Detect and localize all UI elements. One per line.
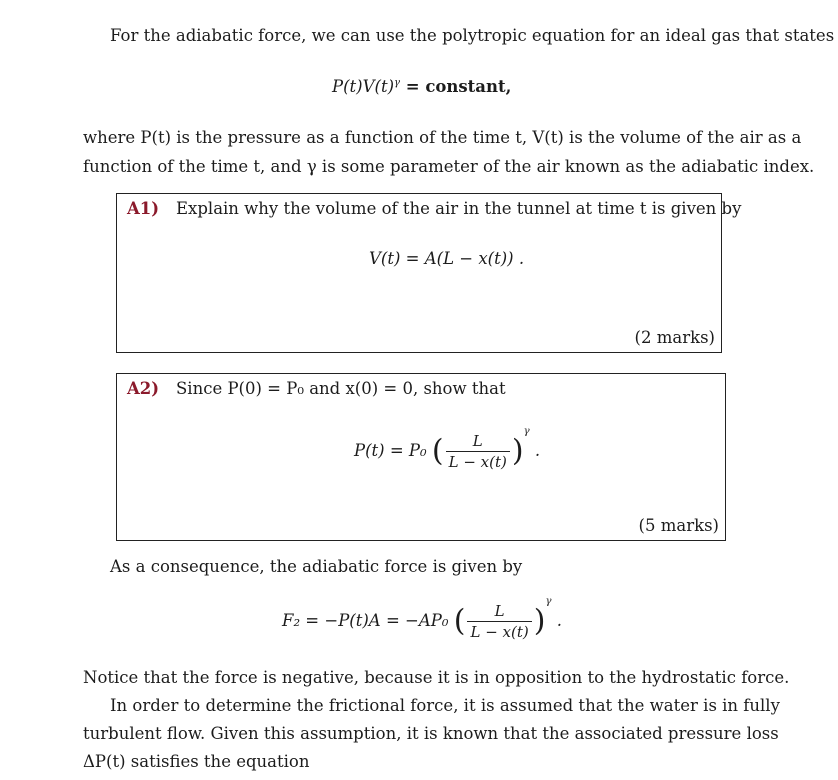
- a2-exponent: γ: [523, 426, 530, 437]
- after-line-5: ΔP(t) satisfies the equation: [83, 752, 310, 771]
- eq1-rhs: = constant,: [400, 77, 512, 96]
- a2-frac-num: L: [472, 432, 483, 450]
- a2-eq-end: .: [534, 441, 541, 460]
- a2-equation: P(t) = P₀ ( $\frac{L}{L - x(t)}$ )$^\gamma$ .: [354, 426, 541, 471]
- question-a1-box: [116, 193, 742, 353]
- after-line-3: In order to determine the frictional force, it is assumed that the water is in fully: [110, 696, 780, 715]
- f2-frac-num: L: [494, 602, 505, 620]
- f2-exponent: γ: [545, 596, 552, 607]
- intro-line-2: where P(t) is the pressure as a function of the time t, V(t) is the volume of the air as a: [83, 128, 802, 147]
- a2-marks: (5 marks): [638, 516, 719, 535]
- a2-eq-lhs: P(t) = P₀: [354, 441, 427, 460]
- a2-text: Since P(0) = P₀ and x(0) = 0, show that: [176, 379, 506, 398]
- f2-eq-lhs: F₂ = −P(t)A = −AP₀: [282, 611, 449, 630]
- a1-equation: V(t) = A(L − x(t)) .: [369, 249, 525, 268]
- eq1-exponent: γ: [394, 77, 401, 89]
- adiabatic-force-equation: F₂ = −P(t)A = −AP₀ ( $\frac{L}{L - x(t)}$ )$^\gamma$ .: [282, 596, 562, 641]
- after-line-2: Notice that the force is negative, because it is in opposition to the hydrostatic force.: [83, 668, 790, 687]
- intro-line-1: For the adiabatic force, we can use the polytropic equation for an ideal gas that states: [110, 26, 835, 45]
- a1-marks: (2 marks): [634, 328, 715, 347]
- f2-frac-den: L − x(t): [467, 621, 531, 641]
- a1-label: A1): [127, 199, 160, 218]
- consequence-line: As a consequence, the adiabatic force is given by: [110, 557, 523, 576]
- polytropic-equation: [332, 77, 511, 96]
- a2-label: A2): [127, 379, 160, 398]
- intro-line-3: function of the time t, and γ is some parameter of the air known as the adiabatic index.: [83, 157, 815, 176]
- f2-fraction: [467, 602, 531, 641]
- a1-text: Explain why the volume of the air in the tunnel at time t is given by: [176, 199, 742, 218]
- a2-fraction: [446, 432, 510, 471]
- eq1-lhs: P(t)V(t): [332, 77, 395, 96]
- f2-eq-end: .: [556, 611, 562, 630]
- a2-frac-den: L − x(t): [446, 451, 510, 471]
- after-line-4: turbulent flow. Given this assumption, it is known that the associated pressure loss: [83, 724, 779, 743]
- question-a2-box: [116, 373, 726, 541]
